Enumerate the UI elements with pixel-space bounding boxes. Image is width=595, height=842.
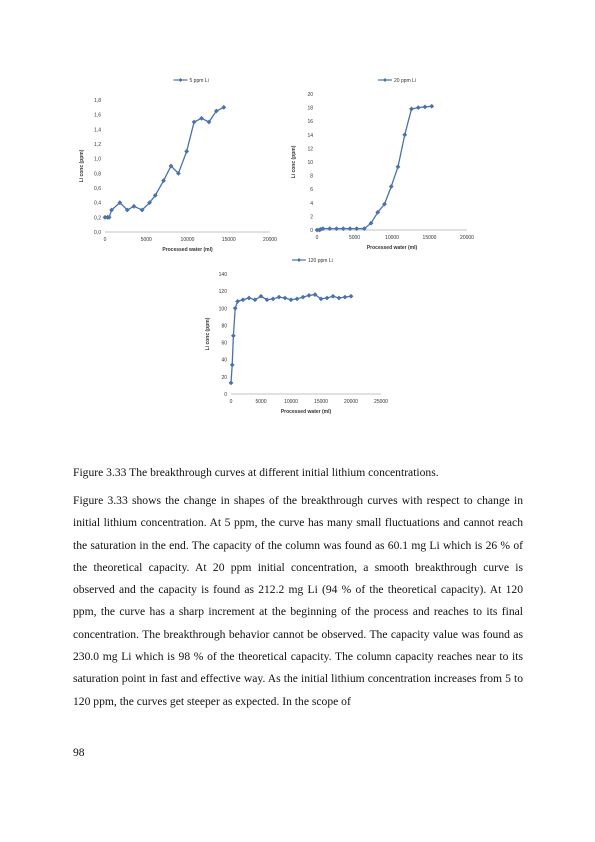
y-tick-label: 80: [221, 323, 227, 330]
x-tick-label: 5000: [255, 399, 267, 405]
data-point: [307, 293, 312, 298]
x-tick-label: 5000: [140, 237, 152, 243]
data-point: [389, 184, 394, 189]
series-line: [231, 295, 351, 383]
data-point: [348, 226, 353, 231]
legend-marker: [383, 78, 387, 82]
data-point: [402, 132, 407, 137]
data-point: [337, 296, 342, 301]
legend-marker: [297, 258, 301, 262]
body-paragraph: Figure 3.33 shows the change in shapes of the breakthrough curves with respect to change in initial lithium concentration. At 5 ppm, the curve has many small fluctuations and cannot reach the saturation in the end. The capacity of the column was found as 60.1 mg Li which is 26 % of the theoretical capacity. At 20 ppm initial concentration, a smooth breakthrough curve is observed and the capacity is found as 212.2 mg Li (94 % of the theoretical capacity). At 120 ppm, the curve has a sharp increment at the beginning of the process and reaches to its final concentration. The breakthrough behavior cannot be observed. The capacity value was found as 230.0 mg Li which is 98 % of the theoretical capacity. The column capacity reaches near to its saturation point in fast and effective way. As the initial lithium concentration increases from 5 to 120 ppm, the curves get steeper as expected. In the scope of: [73, 494, 523, 708]
data-point: [283, 296, 288, 301]
x-tick-label: 0: [315, 235, 319, 241]
y-tick-label: 1,2: [94, 142, 101, 148]
data-point: [396, 164, 401, 169]
y-tick-label: 0: [310, 228, 313, 234]
y-tick-label: 100: [218, 306, 227, 313]
y-tick-label: 0,6: [94, 186, 101, 192]
chart-120ppm: [195, 252, 410, 430]
x-axis-label: Processed water (ml): [162, 247, 213, 253]
y-axis-label: Li conc (ppm): [205, 317, 211, 351]
data-point: [354, 226, 359, 231]
data-point: [416, 105, 421, 110]
data-point: [231, 333, 236, 338]
data-point: [334, 226, 339, 231]
x-tick-label: 15000: [314, 399, 328, 405]
data-point: [409, 107, 414, 112]
y-tick-label: 8: [310, 173, 313, 180]
y-tick-label: 0,0: [94, 230, 101, 236]
chart-20ppm: [293, 72, 508, 262]
data-point: [295, 296, 300, 301]
figure-caption: Figure 3.33 The breakthrough curves at different initial lithium concentrations.: [73, 466, 439, 479]
y-tick-label: 140: [218, 272, 227, 278]
y-tick-label: 16: [307, 119, 313, 126]
data-point: [229, 380, 234, 385]
chart-5ppm: [75, 72, 290, 262]
x-tick-label: 20000: [344, 399, 358, 405]
data-point: [221, 105, 226, 110]
x-tick-label: 10000: [385, 235, 399, 241]
y-tick-label: 0,4: [94, 200, 101, 207]
data-point: [235, 299, 240, 304]
data-point: [327, 226, 332, 231]
y-tick-label: 1,6: [94, 112, 101, 119]
y-tick-label: 10: [307, 160, 313, 166]
legend-label: 120 ppm Li: [308, 258, 333, 264]
x-tick-label: 5000: [348, 235, 361, 241]
page-number: 98: [73, 746, 85, 759]
y-tick-label: 18: [307, 105, 313, 112]
y-tick-label: 4: [310, 200, 313, 207]
y-tick-label: 1,8: [94, 98, 101, 104]
y-tick-label: 40: [221, 357, 227, 364]
x-axis-label: Processed water (ml): [366, 245, 418, 251]
data-point: [331, 294, 336, 299]
data-point: [131, 204, 136, 209]
y-tick-label: 6: [310, 187, 313, 194]
x-axis-label: Processed water (ml): [280, 409, 332, 415]
data-point: [241, 297, 246, 302]
data-point: [343, 295, 348, 300]
legend-label: 20 ppm Li: [394, 78, 416, 84]
data-point: [341, 226, 346, 231]
x-tick-label: 25000: [374, 399, 388, 405]
x-tick-label: 20000: [460, 235, 474, 241]
data-point: [247, 296, 252, 301]
y-axis-label: Li conc (ppm): [291, 145, 297, 179]
y-tick-label: 14: [307, 132, 313, 139]
data-point: [192, 120, 197, 125]
y-tick-label: 0: [224, 392, 227, 398]
x-tick-label: 10000: [284, 399, 298, 405]
y-tick-label: 0,8: [94, 171, 101, 178]
data-point: [289, 297, 294, 302]
y-tick-label: 60: [221, 340, 227, 347]
data-point: [349, 294, 354, 299]
data-point: [230, 362, 235, 367]
x-tick-label: 10000: [180, 237, 195, 243]
y-tick-label: 1,4: [94, 127, 101, 134]
data-point: [277, 295, 282, 300]
y-tick-label: 1,0: [94, 156, 101, 163]
series-line: [317, 106, 432, 230]
x-tick-label: 15000: [422, 235, 437, 241]
data-point: [429, 104, 434, 109]
y-tick-label: 0,2: [94, 215, 101, 222]
x-tick-label: 0: [229, 399, 233, 405]
data-point: [271, 296, 276, 301]
legend-marker: [179, 78, 183, 82]
data-point: [199, 116, 204, 121]
data-point: [184, 149, 189, 154]
x-tick-label: 15000: [221, 237, 236, 243]
data-point: [325, 296, 330, 301]
y-tick-label: 20: [307, 92, 313, 98]
y-tick-label: 2: [310, 214, 313, 221]
data-point: [301, 295, 306, 300]
series-line: [105, 107, 224, 217]
y-axis-label: Li conc (ppm): [79, 149, 85, 183]
x-tick-label: 20000: [263, 237, 277, 243]
data-point: [233, 306, 238, 311]
data-point: [423, 105, 428, 110]
legend-label: 5 ppm Li: [189, 78, 209, 84]
y-tick-label: 12: [307, 146, 313, 153]
y-tick-label: 20: [221, 374, 227, 381]
y-tick-label: 120: [218, 289, 227, 296]
x-tick-label: 0: [103, 237, 107, 243]
